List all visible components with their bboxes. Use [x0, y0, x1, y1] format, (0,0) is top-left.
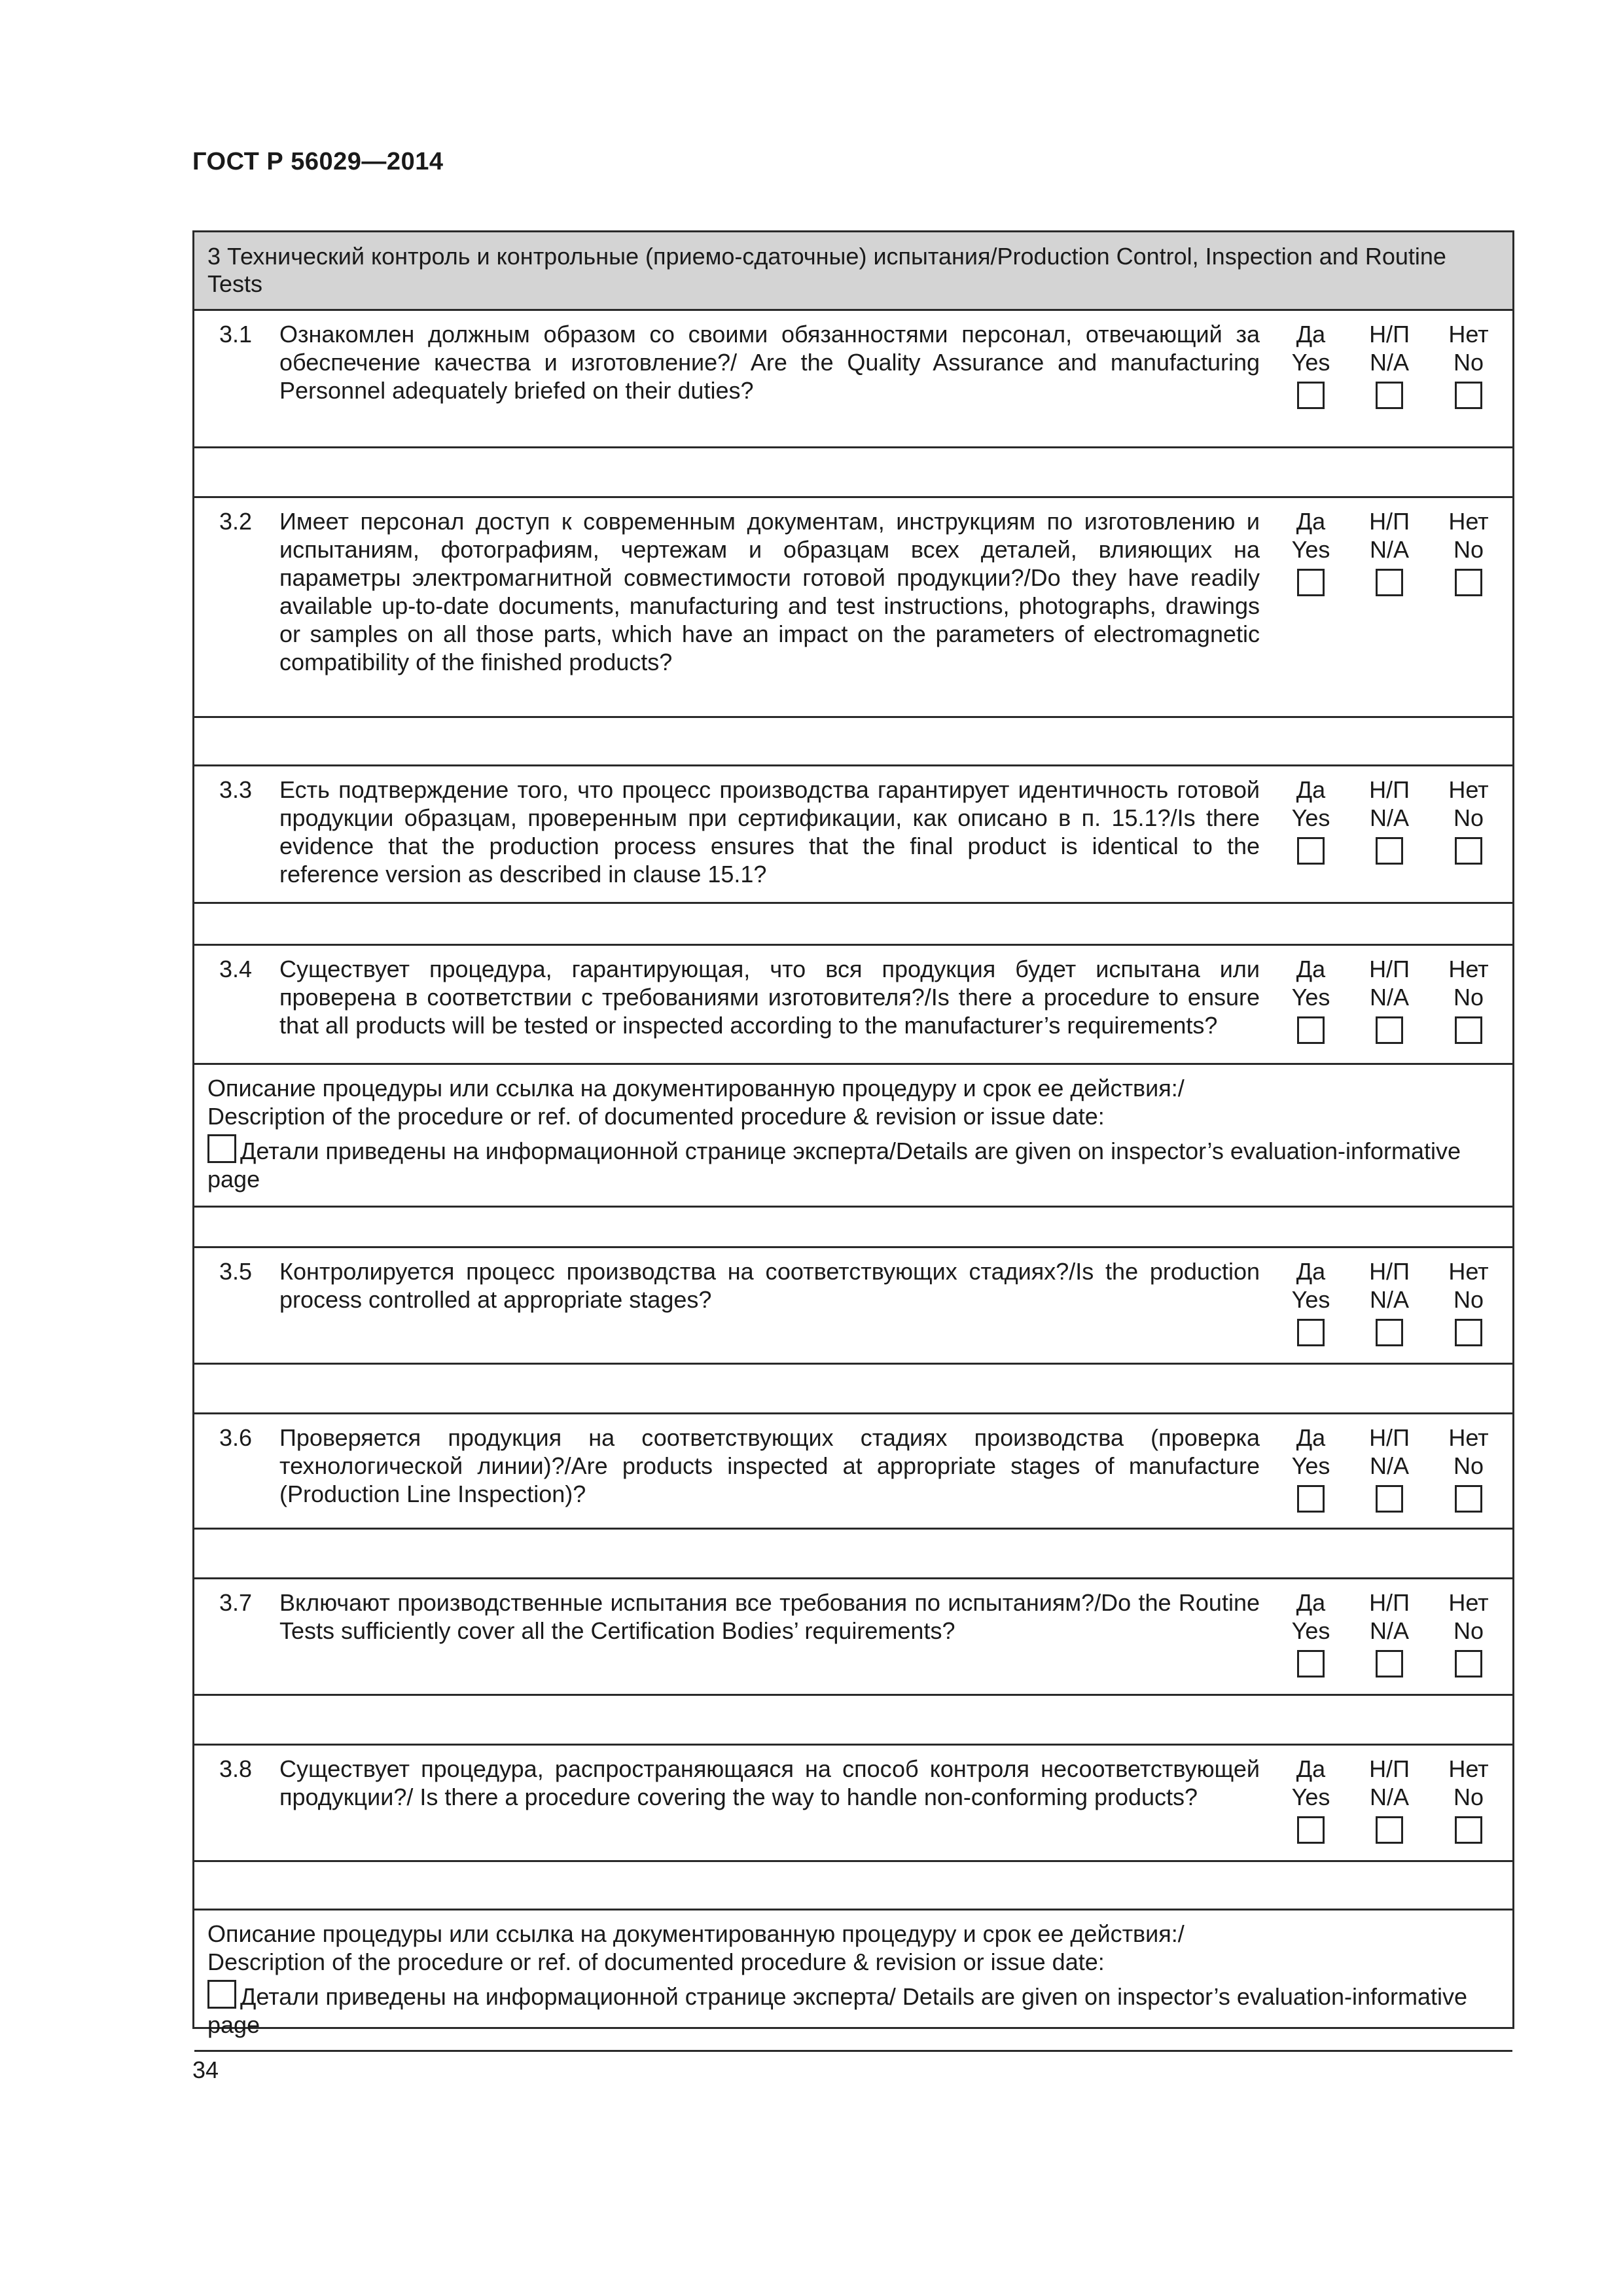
answer-na	[1357, 320, 1422, 409]
yes-label-en: Yes	[1291, 1784, 1330, 1810]
no-label-en: No	[1453, 1617, 1484, 1644]
question-row	[194, 946, 1512, 1065]
question-row	[194, 1248, 1512, 1365]
answer-na	[1357, 1257, 1422, 1346]
answer-no	[1436, 1755, 1501, 1844]
yes-label-ru: Да	[1296, 1258, 1326, 1285]
question-number: 3.6	[219, 1424, 253, 1451]
no-checkbox[interactable]	[1455, 1650, 1482, 1677]
yes-label-ru: Да	[1296, 321, 1326, 348]
answer-no	[1436, 955, 1501, 1044]
na-label-ru: Н/П	[1369, 508, 1410, 535]
no-label-en: No	[1453, 804, 1484, 831]
na-checkbox[interactable]	[1376, 382, 1403, 409]
no-label-ru: Нет	[1448, 956, 1489, 982]
no-label-ru: Нет	[1448, 1755, 1489, 1782]
comment-row[interactable]	[194, 1696, 1512, 1746]
question-text: Ознакомлен должным образом со своими обязанностями персонал, отвечающий за обеспечение качества и изготовление?/ Are the Quality Assurance and manufacturing Personnel adequately briefed on their duties?	[279, 321, 1260, 404]
comment-row[interactable]	[194, 1365, 1512, 1414]
question-number: 3.2	[219, 508, 253, 535]
no-checkbox[interactable]	[1455, 382, 1482, 409]
answer-yes	[1278, 507, 1344, 596]
na-label-en: N/A	[1369, 1452, 1409, 1479]
na-checkbox[interactable]	[1376, 1650, 1403, 1677]
description-line-ru: Описание процедуры или ссылка на документированную процедуру и срок ее действия:/	[207, 1075, 1185, 1102]
answer-yes	[1278, 1257, 1344, 1346]
no-checkbox[interactable]	[1455, 1319, 1482, 1346]
answer-no	[1436, 320, 1501, 409]
yes-label-ru: Да	[1296, 776, 1326, 803]
yes-label-ru: Да	[1296, 1755, 1326, 1782]
na-label-en: N/A	[1369, 349, 1409, 376]
details-checkbox[interactable]	[207, 1980, 236, 2009]
description-line-en: Description of the procedure or ref. of documented procedure & revision or issue date:	[207, 1948, 1105, 1975]
answer-no	[1436, 507, 1501, 596]
question-number: 3.3	[219, 776, 253, 803]
answer-na	[1357, 776, 1422, 865]
na-checkbox[interactable]	[1376, 837, 1403, 865]
no-label-en: No	[1453, 1784, 1484, 1810]
no-label-ru: Нет	[1448, 1589, 1489, 1616]
no-label-en: No	[1453, 536, 1484, 563]
no-label-en: No	[1453, 349, 1484, 376]
checklist-table	[192, 230, 1514, 2038]
answer-na	[1357, 955, 1422, 1044]
no-label-en: No	[1453, 984, 1484, 1011]
na-label-ru: Н/П	[1369, 1258, 1410, 1285]
yes-checkbox[interactable]	[1297, 1319, 1325, 1346]
na-label-en: N/A	[1369, 984, 1409, 1011]
na-checkbox[interactable]	[1376, 1816, 1403, 1844]
answer-yes	[1278, 1755, 1344, 1844]
na-checkbox[interactable]	[1376, 1319, 1403, 1346]
details-option	[207, 1134, 1499, 1193]
yes-label-en: Yes	[1291, 984, 1330, 1011]
na-checkbox[interactable]	[1376, 1485, 1403, 1513]
comment-row[interactable]	[194, 1208, 1512, 1248]
comment-row[interactable]	[194, 448, 1512, 498]
na-label-en: N/A	[1369, 1617, 1409, 1644]
yes-label-en: Yes	[1291, 1452, 1330, 1479]
answer-no	[1436, 1424, 1501, 1513]
question-row	[194, 766, 1512, 904]
yes-checkbox[interactable]	[1297, 1016, 1325, 1044]
question-number: 3.7	[219, 1589, 253, 1616]
question-text: Проверяется продукция на соответствующих стадиях производства (проверка технологической линии)?/Are products inspected at appropriate stages of manufacture (Production Line Inspection)?	[279, 1424, 1260, 1507]
question-text: Существует процедура, гарантирующая, что вся продукция будет испытана или проверена в соответствии с требованиями изготовителя?/Is there a procedure to ensure that all products will be tested or inspected according to the manufacturer’s requirements?	[279, 956, 1260, 1039]
na-label-ru: Н/П	[1369, 1755, 1410, 1782]
no-label-ru: Нет	[1448, 1424, 1489, 1451]
answer-no	[1436, 776, 1501, 865]
yes-label-en: Yes	[1291, 1286, 1330, 1313]
question-row	[194, 311, 1512, 448]
na-checkbox[interactable]	[1376, 1016, 1403, 1044]
na-checkbox[interactable]	[1376, 569, 1403, 596]
na-label-ru: Н/П	[1369, 956, 1410, 982]
yes-checkbox[interactable]	[1297, 837, 1325, 865]
na-label-ru: Н/П	[1369, 1589, 1410, 1616]
no-label-ru: Нет	[1448, 1258, 1489, 1285]
na-label-ru: Н/П	[1369, 321, 1410, 348]
page-number: 34	[192, 2056, 219, 2083]
yes-label-en: Yes	[1291, 536, 1330, 563]
yes-checkbox[interactable]	[1297, 569, 1325, 596]
question-row	[194, 1414, 1512, 1530]
question-row	[194, 498, 1512, 718]
na-label-en: N/A	[1369, 1784, 1409, 1810]
answer-no	[1436, 1257, 1501, 1346]
na-label-en: N/A	[1369, 1286, 1409, 1313]
answer-yes	[1278, 1424, 1344, 1513]
no-checkbox[interactable]	[1455, 569, 1482, 596]
answer-na	[1357, 1424, 1422, 1513]
answer-no	[1436, 1588, 1501, 1677]
yes-checkbox[interactable]	[1297, 1485, 1325, 1513]
question-text: Имеет персонал доступ к современным документам, инструкциям по изготовлению и испытаниям, фотографиям, чертежам и образцам всех деталей, влияющих на параметры электромагнитной совместимости готовой продукции?/Do they have readily available up-to-date documents, manufacturing and test instructions, photographs, drawings or samples on all those parts, which have an impact on the parameters of electromagnetic compatibility of the finished products?	[279, 508, 1260, 675]
question-number: 3.1	[219, 321, 253, 348]
yes-label-en: Yes	[1291, 349, 1330, 376]
description-line-ru: Описание процедуры или ссылка на документированную процедуру и срок ее действия:/	[207, 1920, 1185, 1947]
no-label-en: No	[1453, 1286, 1484, 1313]
no-label-ru: Нет	[1448, 508, 1489, 535]
question-text: Включают производственные испытания все требования по испытаниям?/Do the Routine Tests sufficiently cover all the Certification Bodies’ requirements?	[279, 1589, 1260, 1644]
na-label-ru: Н/П	[1369, 776, 1410, 803]
details-option	[207, 1980, 1499, 2039]
details-checkbox[interactable]	[207, 1134, 236, 1163]
comment-row[interactable]	[194, 1530, 1512, 1579]
comment-row[interactable]	[194, 1862, 1512, 1910]
section-title: 3 Технический контроль и контрольные (приемо-сдаточные) испытания/Production Control, Inspection and Routine Tests	[194, 232, 1512, 311]
answer-na	[1357, 1755, 1422, 1844]
yes-label-ru: Да	[1296, 956, 1326, 982]
details-label: Детали приведены на информационной странице эксперта/Details are given on inspector’s evaluation-informative page	[207, 1138, 1461, 1193]
document-header: ГОСТ Р 56029—2014	[192, 148, 444, 175]
yes-checkbox[interactable]	[1297, 1816, 1325, 1844]
answer-yes	[1278, 1588, 1344, 1677]
no-label-en: No	[1453, 1452, 1484, 1479]
answer-na	[1357, 1588, 1422, 1677]
na-label-en: N/A	[1369, 804, 1409, 831]
question-text: Есть подтверждение того, что процесс производства гарантирует идентичность готовой продукции образцам, проверенным при сертификации, как описано в п. 15.1?/Is there evidence that the production process ensures that the final product is identical to the reference version as described in clause 15.1?	[279, 776, 1260, 888]
answer-na	[1357, 507, 1422, 596]
comment-row[interactable]	[194, 718, 1512, 766]
yes-label-en: Yes	[1291, 1617, 1330, 1644]
yes-label-ru: Да	[1296, 508, 1326, 535]
no-checkbox[interactable]	[1455, 837, 1482, 865]
no-checkbox[interactable]	[1455, 1816, 1482, 1844]
comment-row[interactable]	[194, 2052, 1512, 2096]
no-checkbox[interactable]	[1455, 1016, 1482, 1044]
description-line-en: Description of the procedure or ref. of documented procedure & revision or issue date:	[207, 1103, 1105, 1130]
answer-yes	[1278, 955, 1344, 1044]
na-label-ru: Н/П	[1369, 1424, 1410, 1451]
answer-yes	[1278, 776, 1344, 865]
yes-label-ru: Да	[1296, 1589, 1326, 1616]
answer-yes	[1278, 320, 1344, 409]
question-row	[194, 1746, 1512, 1862]
question-text: Существует процедура, распространяющаяся на способ контроля несоответствующей продукции?/ Is there a procedure covering the way to handle non-conforming products?	[279, 1755, 1260, 1810]
yes-label-ru: Да	[1296, 1424, 1326, 1451]
comment-row[interactable]	[194, 904, 1512, 946]
question-number: 3.8	[219, 1755, 253, 1782]
details-label: Детали приведены на информационной странице эксперта/ Details are given on inspector’s evaluation-informative page	[207, 1983, 1468, 2038]
yes-label-en: Yes	[1291, 804, 1330, 831]
yes-checkbox[interactable]	[1297, 382, 1325, 409]
no-checkbox[interactable]	[1455, 1485, 1482, 1513]
question-row	[194, 1579, 1512, 1696]
yes-checkbox[interactable]	[1297, 1650, 1325, 1677]
procedure-description	[194, 1065, 1512, 1208]
question-number: 3.5	[219, 1258, 253, 1285]
question-text: Контролируется процесс производства на соответствующих стадиях?/Is the production process controlled at appropriate stages?	[279, 1258, 1260, 1313]
na-label-en: N/A	[1369, 536, 1409, 563]
question-number: 3.4	[219, 956, 253, 982]
no-label-ru: Нет	[1448, 321, 1489, 348]
procedure-description	[194, 1910, 1512, 2052]
no-label-ru: Нет	[1448, 776, 1489, 803]
